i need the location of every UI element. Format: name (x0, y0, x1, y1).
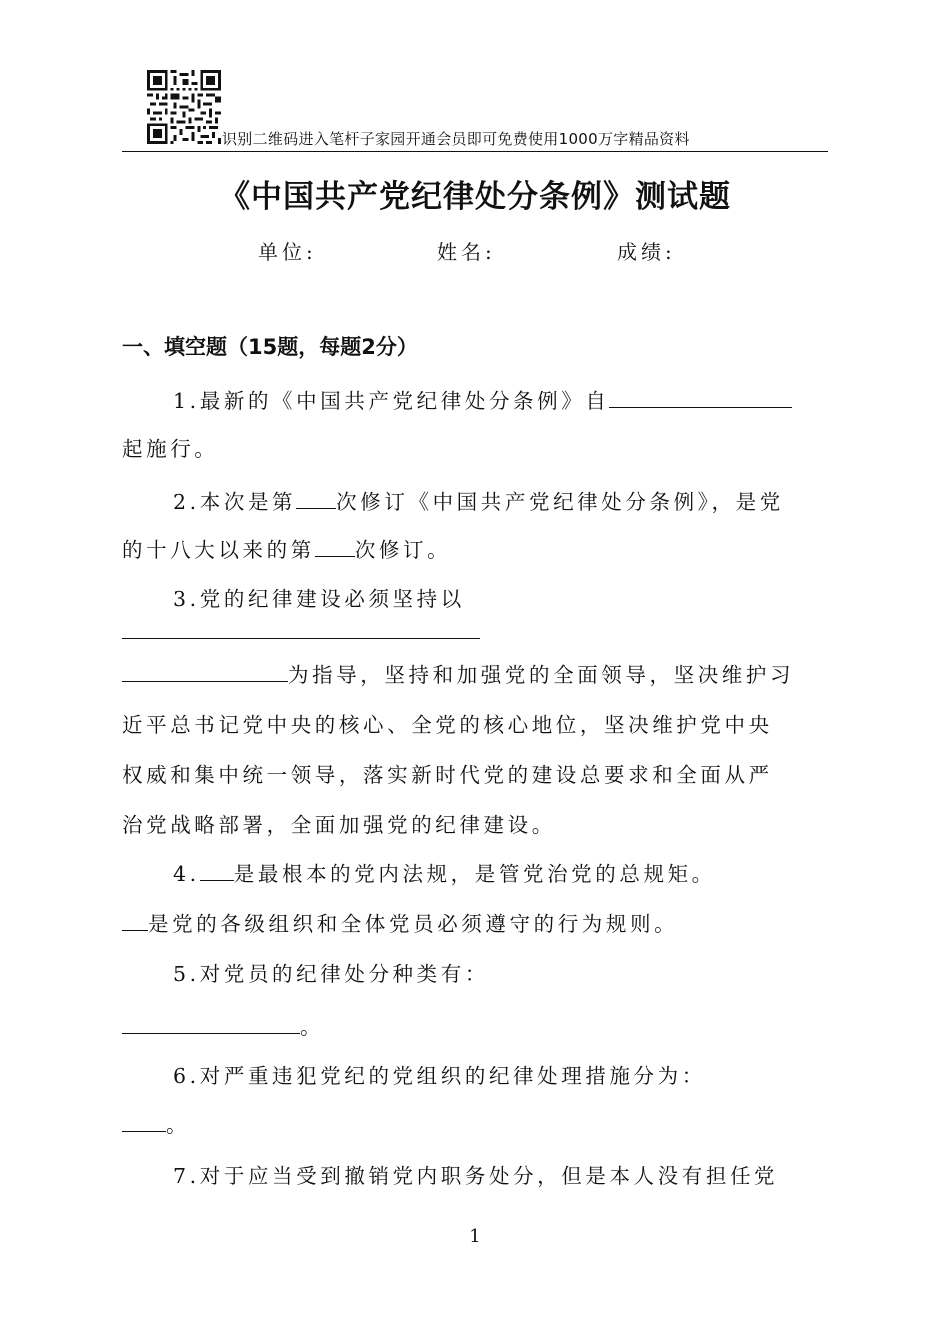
answer-blank (122, 1130, 166, 1132)
question-2: 2.本次是第 次修订《中国共产党纪律处分条例》，是党 (173, 490, 784, 514)
answer-blank (122, 1032, 300, 1034)
unit-label: 单位: (258, 240, 317, 264)
question-3-line-5: 治党战略部署，全面加强党的纪律建设。 (122, 813, 556, 837)
qr-code-icon (147, 70, 221, 144)
header-note: 识别二维码进入笔杆子家园开通会员即可免费使用1000万字精品资料 (222, 130, 690, 148)
header-divider (122, 151, 828, 152)
question-7: 7.对于应当受到撤销党内职务处分，但是本人没有担任党 (173, 1164, 779, 1188)
answer-blank (122, 680, 288, 682)
question-6-cont: 。 (122, 1108, 190, 1138)
question-3-line-3: 近平总书记党中央的核心、全党的核心地位，坚决维护党中央 (122, 713, 773, 737)
name-label: 姓名: (437, 240, 496, 264)
question-1 (173, 384, 792, 414)
answer-blank (609, 406, 792, 408)
question-4: 4. 是最根本的党内法规，是管党治党的总规矩。 (173, 862, 716, 886)
answer-blank (315, 555, 355, 557)
question-3-line-4: 权威和集中统一领导，落实新时代党的建设总要求和全面从严 (122, 763, 773, 787)
question-6: 6.对严重违犯党纪的党组织的纪律处理措施分为： (173, 1064, 706, 1088)
page-number: 1 (469, 1226, 481, 1247)
answer-blank (122, 637, 480, 639)
question-3-line-2: 为指导，坚持和加强党的全面领导，坚决维护习 (122, 658, 794, 688)
score-label: 成绩: (617, 240, 676, 264)
answer-blank (296, 507, 336, 509)
question-1-cont: 起施行。 (122, 437, 219, 461)
question-5: 5.对党员的纪律处分种类有： (173, 962, 489, 986)
question-2-cont: 的十八大以来的第 次修订。 (122, 538, 452, 562)
document-title: 《中国共产党纪律处分条例》测试题 (219, 179, 731, 215)
answer-blank (122, 929, 148, 931)
question-3: 3.党的纪律建设必须坚持以 (173, 587, 465, 611)
section-heading: 一、填空题（15题，每题2分） (122, 335, 418, 359)
question-5-cont: 。 (122, 1010, 324, 1040)
question-4-cont: 是党的各级组织和全体党员必须遵守的行为规则。 (122, 907, 678, 937)
answer-blank (200, 879, 234, 881)
question-1-text: 1.最新的《中国共产党纪律处分条例》自 (173, 389, 610, 413)
